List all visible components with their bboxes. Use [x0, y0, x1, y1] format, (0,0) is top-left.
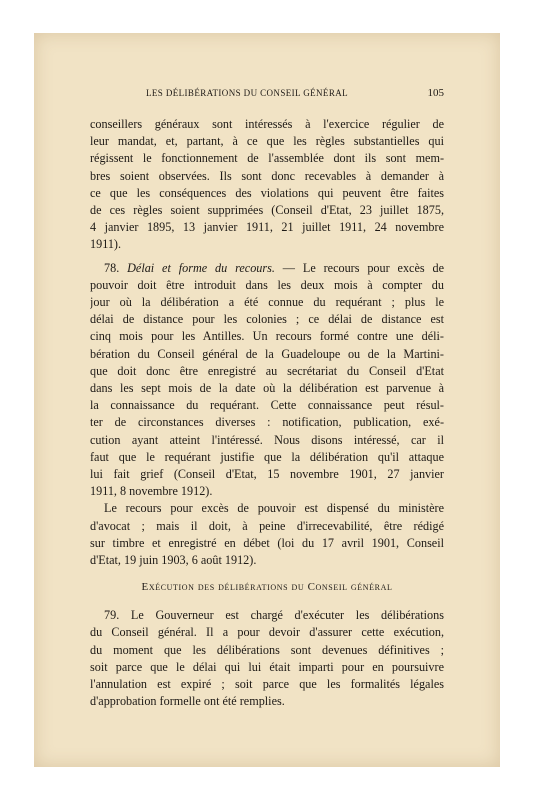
text-line: sur timbre et enregistré en débet (loi du 17 avril 1901, Conseil — [90, 535, 444, 550]
section-78-first-line-rest: — Le recours pour excès de — [274, 260, 444, 275]
text-line: 4 janvier 1895, 13 janvier 1911, 21 juillet 1911, 24 novembre — [90, 220, 444, 235]
running-head — [90, 88, 444, 102]
text-line: cution ayant atteint l'intéressé. Nous disons intéressé, car il — [90, 432, 444, 447]
text-line: régissent le fonctionnement de l'assemblée dont ils sont mem- — [90, 151, 444, 166]
text-line: du moment que les délibérations sont devenues définitives ; — [90, 642, 444, 657]
text-line: Le recours pour excès de pouvoir est dispensé du ministère — [104, 501, 444, 516]
text-line: d'avocat ; mais il doit, à peine d'irrecevabilité, être rédigé — [90, 518, 444, 533]
text-line: délai de distance pour les colonies ; ce délai de distance est — [90, 312, 444, 327]
text-line: de ces règles soient supprimées (Conseil d'Etat, 23 juillet 1875, — [90, 203, 444, 218]
section-78-title: Délai et forme du recours. — [127, 260, 275, 275]
text-line: faut que le requérant justifie que la délibération qu'il attaque — [90, 449, 444, 464]
section-78-first-line — [90, 260, 444, 277]
text-line: jour où la délibération a été connue du requérant ; plus le — [90, 295, 444, 310]
text-line: lui fait grief (Conseil d'Etat, 15 novembre 1901, 27 janvier — [90, 467, 444, 482]
text-line: d'approbation formelle ont été remplies. — [90, 694, 285, 709]
text-line: ce que les conséquences des violations qui peuvent être faites — [90, 185, 444, 200]
text-line: pouvoir doit être introduit dans les deux mois à compter du — [90, 277, 444, 292]
text-line: que doit donc être enregistré au secrétariat du Conseil d'Etat — [90, 363, 444, 378]
book-page — [34, 33, 500, 767]
text-line: dans les sept mois de la date où la délibération est parvenue à — [90, 381, 444, 396]
text-line: 1911, 8 novembre 1912). — [90, 484, 213, 499]
body-text — [90, 116, 444, 711]
section-78-number: 78. — [104, 260, 120, 275]
running-title: LES DÉLIBÉRATIONS DU CONSEIL GÉNÉRAL — [145, 88, 349, 98]
text-line: l'annulation est expiré ; soit parce que les formalités légales — [90, 677, 444, 692]
text-line: cinq mois pour les Antilles. Un recours formé contre une déli- — [90, 329, 444, 344]
text-line: d'Etat, 19 juin 1903, 6 août 1912). — [90, 553, 257, 568]
text-line: bres soient observées. Ils sont donc recevables à demander à — [90, 168, 444, 183]
section-heading: Exécution des délibérations du Conseil général — [141, 581, 393, 594]
text-line: 1911). — [90, 237, 122, 252]
text-line: bération du Conseil général de la Guadeloupe ou de la Martini- — [90, 346, 444, 361]
page-number: 105 — [427, 87, 444, 99]
text-line: soit parce que le délai qui lui était imparti pour en poursuivre — [90, 659, 444, 674]
text-line: conseillers généraux sont intéressés à l'exercice régulier de — [90, 117, 444, 131]
text-line: ter de circonstances diverses : notification, publication, exé- — [90, 415, 444, 430]
text-line: la connaissance du requérant. Cette connaissance peut résul- — [90, 398, 444, 413]
text-line: 79. Le Gouverneur est chargé d'exécuter les délibérations — [104, 608, 444, 623]
text-line: du Conseil général. Il a pour devoir d'assurer cette exécution, — [90, 625, 444, 640]
text-line: leur mandat, et, partant, à ce que les règles substantielles qui — [90, 134, 444, 149]
